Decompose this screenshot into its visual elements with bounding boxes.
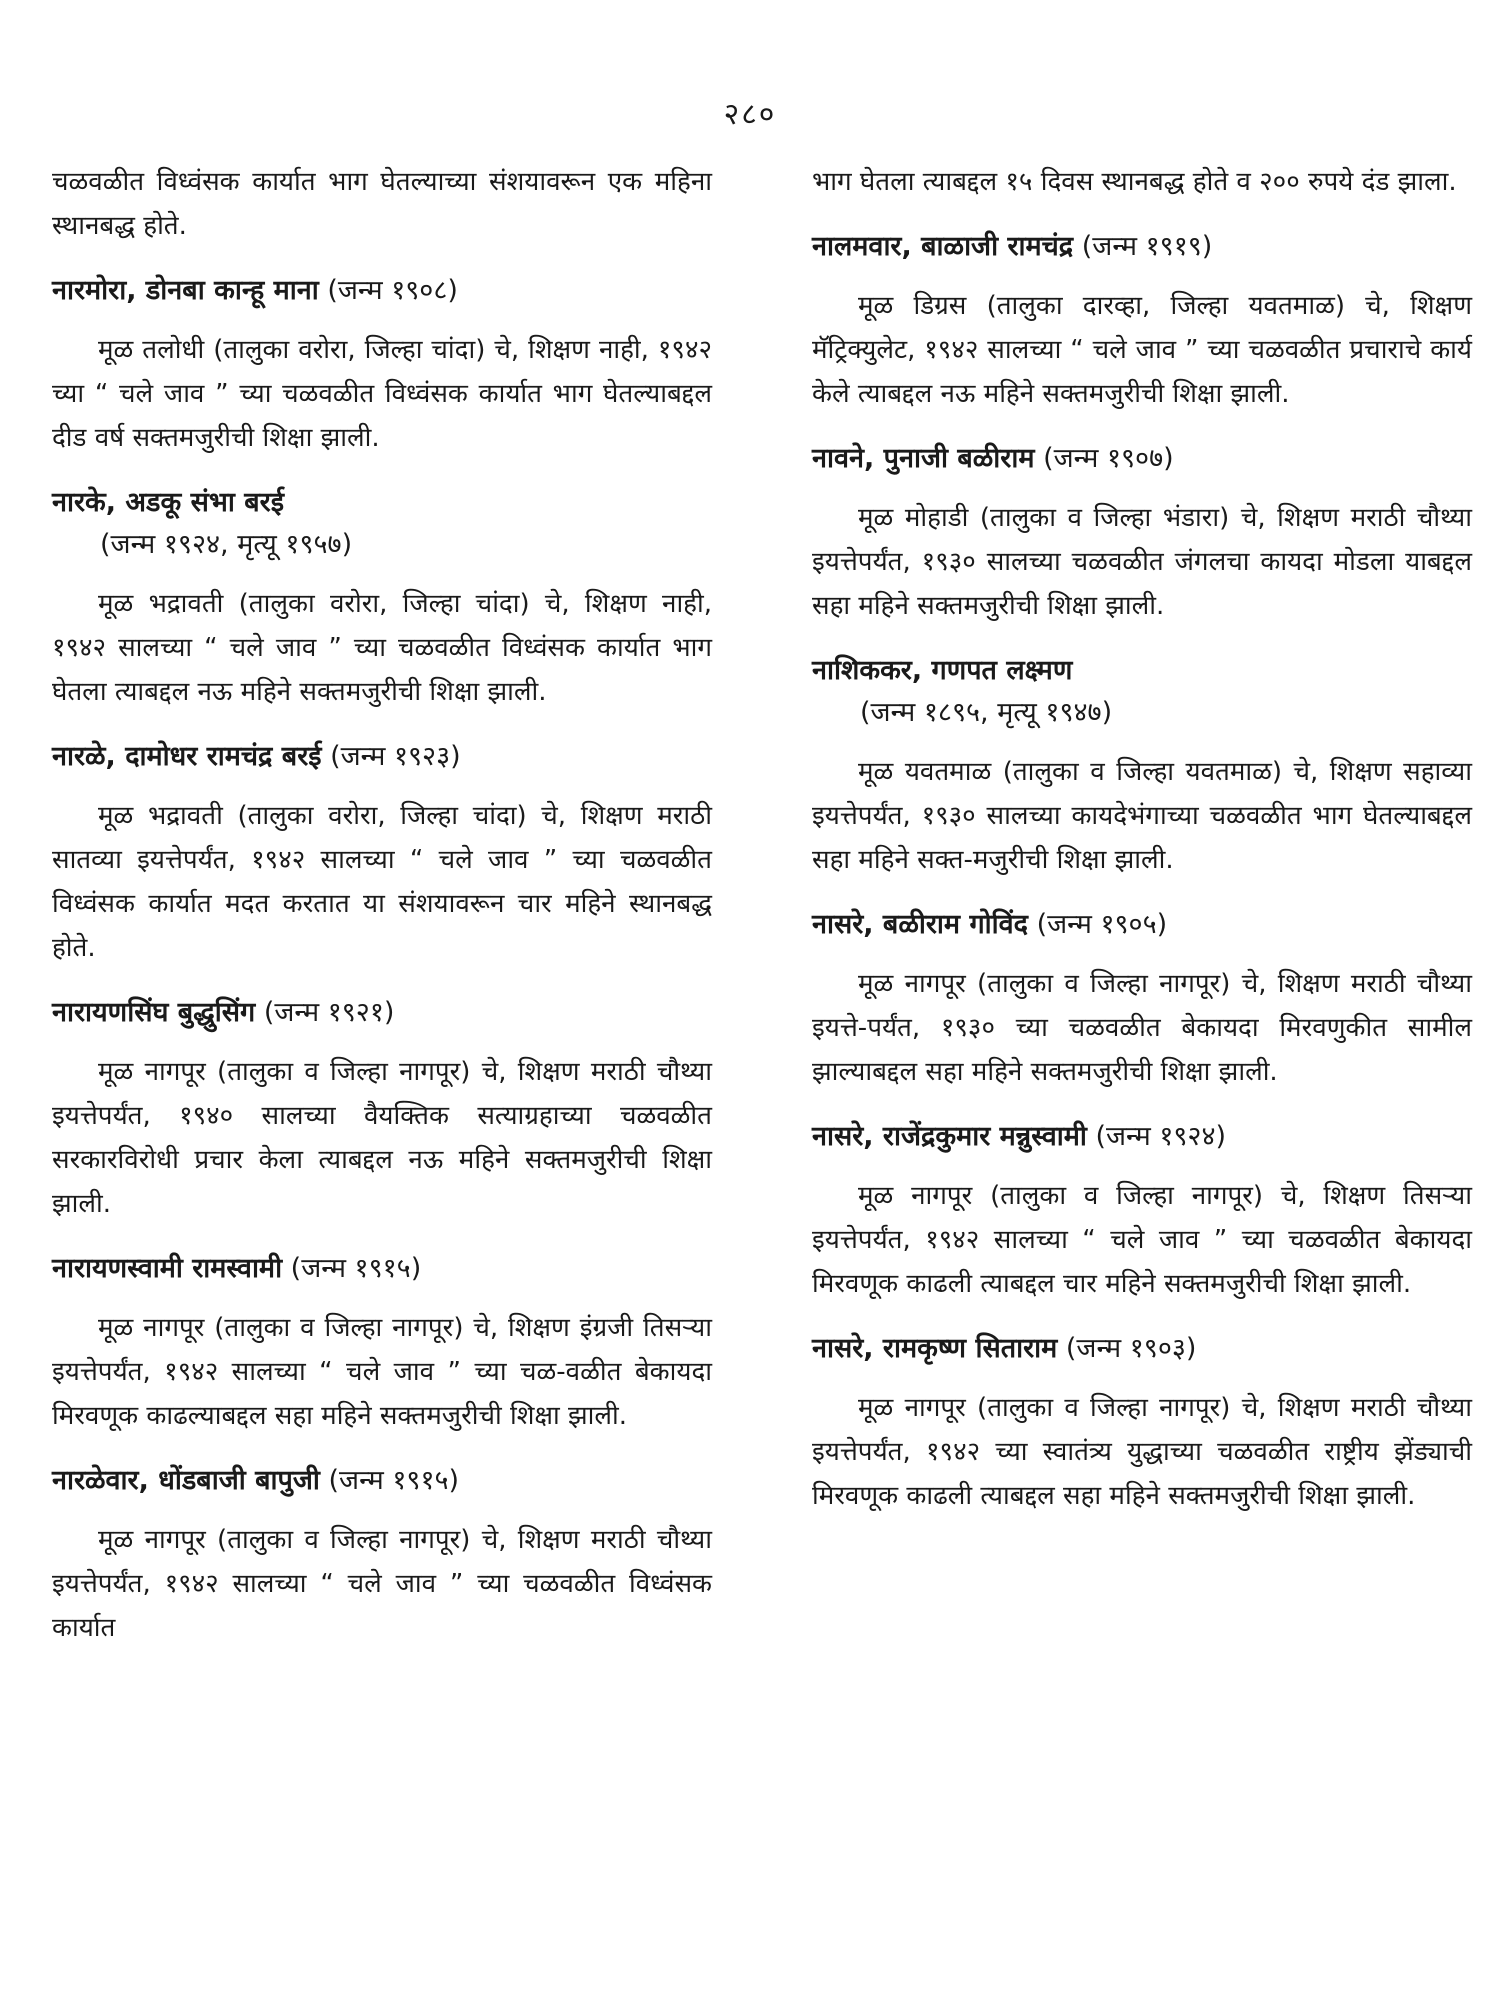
entry-dates: (जन्म १९१९) <box>1081 231 1213 262</box>
entry-dates: (जन्म १९१५) <box>290 1253 422 1284</box>
entry-body: मूळ नागपूर (तालुका व जिल्हा नागपूर) चे, शिक्षण मराठी चौथ्या इयत्तेपर्यंत, १९४२ च्या स्वातंत्र्य युद्धाच्या चळवळीत राष्ट्रीय झेंड्याची मिरवणूक काढली त्याबद्दल सहा महिने सक्तमजुरीची शिक्षा झाली. <box>812 1393 1472 1511</box>
entry-heading <box>52 270 712 312</box>
entry-name: नारमोरा, डोनबा कान्हू माना <box>52 275 319 306</box>
biography-entry <box>812 650 1472 882</box>
page-number: २८० <box>723 97 777 132</box>
entry-name: नावने, पुनाजी बळीराम <box>812 443 1035 474</box>
entry-name: नासरे, राजेंद्रकुमार मन्नुस्वामी <box>812 1121 1087 1152</box>
entry-name: नासरे, बळीराम गोविंद <box>812 909 1028 940</box>
entry-heading <box>812 1328 1472 1370</box>
entry-heading <box>812 226 1472 268</box>
continuation-text <box>52 160 712 248</box>
entry-dates: (जन्म १९०७) <box>1043 443 1174 474</box>
entry-body: मूळ भद्रावती (तालुका वरोरा, जिल्हा चांदा) चे, शिक्षण नाही, १९४२ सालच्या “ चले जाव ” च्या चळवळीत विध्वंसक कार्यात भाग घेतला त्याबद्दल नऊ महिने सक्तमजुरीची शिक्षा झाली. <box>52 589 712 707</box>
entry-name: नारळे, दामोधर रामचंद्र बरई <box>52 741 322 772</box>
entry-heading <box>52 736 712 778</box>
left-column <box>52 160 712 1672</box>
entry-dates: (जन्म १९२४, मृत्यू १९५७) <box>100 529 353 560</box>
entry-body: मूळ नागपूर (तालुका व जिल्हा नागपूर) चे, शिक्षण मराठी चौथ्या इयत्ते-पर्यंत, १९३० च्या चळवळीत बेकायदा मिरवणुकीत सामील झाल्याबद्दल सहा महिने सक्तमजुरीची शिक्षा झाली. <box>812 969 1472 1087</box>
entry-heading <box>812 650 1472 734</box>
entry-body: मूळ नागपूर (तालुका व जिल्हा नागपूर) चे, शिक्षण इंग्रजी तिसऱ्या इयत्तेपर्यंत, १९४२ सालच्या “ चले जाव ” च्या चळ-वळीत बेकायदा मिरवणूक काढल्याबद्दल सहा महिने सक्तमजुरीची शिक्षा झाली. <box>52 1313 712 1431</box>
entry-heading <box>52 992 712 1034</box>
biography-entry <box>812 1328 1472 1518</box>
entry-heading <box>52 1248 712 1290</box>
entry-name: नारायणस्वामी रामस्वामी <box>52 1253 283 1284</box>
entry-body: मूळ यवतमाळ (तालुका व जिल्हा यवतमाळ) चे, शिक्षण सहाव्या इयत्तेपर्यंत, १९३० सालच्या कायदेभंगाच्या चळवळीत भाग घेतल्याबद्दल सहा महिने सक्त-मजुरीची शिक्षा झाली. <box>812 757 1472 875</box>
entry-body: भाग घेतला त्याबद्दल १५ दिवस स्थानबद्ध होते व २०० रुपये दंड झाला. <box>812 167 1457 197</box>
continuation-text <box>812 160 1472 204</box>
biography-entry <box>812 226 1472 416</box>
entry-dates: (जन्म १८९५, मृत्यू १९४७) <box>860 697 1113 728</box>
entry-body: मूळ नागपूर (तालुका व जिल्हा नागपूर) चे, शिक्षण तिसऱ्या इयत्तेपर्यंत, १९४२ सालच्या “ चले जाव ” च्या चळवळीत बेकायदा मिरवणूक काढली त्याबद्दल चार महिने सक्तमजुरीची शिक्षा झाली. <box>812 1181 1472 1299</box>
entry-dates: (जन्म १९०८) <box>327 275 458 306</box>
entry-dates: (जन्म १९०५) <box>1036 909 1168 940</box>
biography-entry <box>812 438 1472 628</box>
entry-heading <box>812 438 1472 480</box>
entry-dates: (जन्म १९०३) <box>1065 1333 1197 1364</box>
entry-body: मूळ मोहाडी (तालुका व जिल्हा भंडारा) चे, शिक्षण मराठी चौथ्या इयत्तेपर्यंत, १९३० सालच्या चळवळीत जंगलचा कायदा मोडला याबद्दल सहा महिने सक्तमजुरीची शिक्षा झाली. <box>812 503 1472 621</box>
biography-entry <box>52 270 712 460</box>
biography-entry <box>52 736 712 970</box>
entry-name: नारळेवार, धोंडबाजी बापुजी <box>52 1465 320 1496</box>
entry-body: मूळ नागपूर (तालुका व जिल्हा नागपूर) चे, शिक्षण मराठी चौथ्या इयत्तेपर्यंत, १९४० सालच्या वैयक्तिक सत्याग्रहाच्या चळवळीत सरकारविरोधी प्रचार केला त्याबद्दल नऊ महिने सक्तमजुरीची शिक्षा झाली. <box>52 1057 712 1219</box>
entry-name: नाशिककर, गणपत लक्ष्मण <box>812 655 1073 686</box>
biography-entry <box>52 992 712 1226</box>
biography-entry <box>52 482 712 714</box>
entry-body: मूळ नागपूर (तालुका व जिल्हा नागपूर) चे, शिक्षण मराठी चौथ्या इयत्तेपर्यंत, १९४२ सालच्या “ चले जाव ” च्या चळवळीत विध्वंसक कार्यात <box>52 1525 712 1643</box>
entry-heading <box>812 904 1472 946</box>
entry-heading <box>52 482 712 566</box>
biography-entry <box>52 1248 712 1438</box>
entry-dates: (जन्म १९२४) <box>1095 1121 1227 1152</box>
biography-entry <box>812 1116 1472 1306</box>
entry-name: नारायणसिंघ बुद्धुसिंग <box>52 997 256 1028</box>
entry-body: मूळ तलोधी (तालुका वरोरा, जिल्हा चांदा) चे, शिक्षण नाही, १९४२ च्या “ चले जाव ” च्या चळवळीत विध्वंसक कार्यात भाग घेतल्याबद्दल दीड वर्ष सक्तमजुरीची शिक्षा झाली. <box>52 335 712 453</box>
entry-name: नासरे, रामकृष्ण सिताराम <box>812 1333 1058 1364</box>
entry-heading <box>52 1460 712 1502</box>
right-column <box>812 160 1472 1540</box>
entry-name: नालमवार, बाळाजी रामचंद्र <box>812 231 1074 262</box>
biography-entry <box>812 904 1472 1094</box>
entry-dates: (जन्म १९२१) <box>263 997 395 1028</box>
entry-dates: (जन्म १९२३) <box>330 741 461 772</box>
entry-body: मूळ डिग्रस (तालुका दारव्हा, जिल्हा यवतमाळ) चे, शिक्षण मॅट्रिक्युलेट, १९४२ सालच्या “ चले जाव ” च्या चळवळीत प्रचाराचे कार्य केले त्याबद्दल नऊ महिने सक्तमजुरीची शिक्षा झाली. <box>812 291 1472 409</box>
entry-heading <box>812 1116 1472 1158</box>
biography-entry <box>52 1460 712 1650</box>
entry-name: नारके, अडकू संभा बरई <box>52 487 284 518</box>
entry-body: चळवळीत विध्वंसक कार्यात भाग घेतल्याच्या संशयावरून एक महिना स्थानबद्ध होते. <box>52 167 712 241</box>
entry-dates: (जन्म १९१५) <box>328 1465 460 1496</box>
entry-body: मूळ भद्रावती (तालुका वरोरा, जिल्हा चांदा) चे, शिक्षण मराठी सातव्या इयत्तेपर्यंत, १९४२ सालच्या “ चले जाव ” च्या चळवळीत विध्वंसक कार्यात मदत करतात या संशयावरून चार महिने स्थानबद्ध होते. <box>52 801 712 963</box>
